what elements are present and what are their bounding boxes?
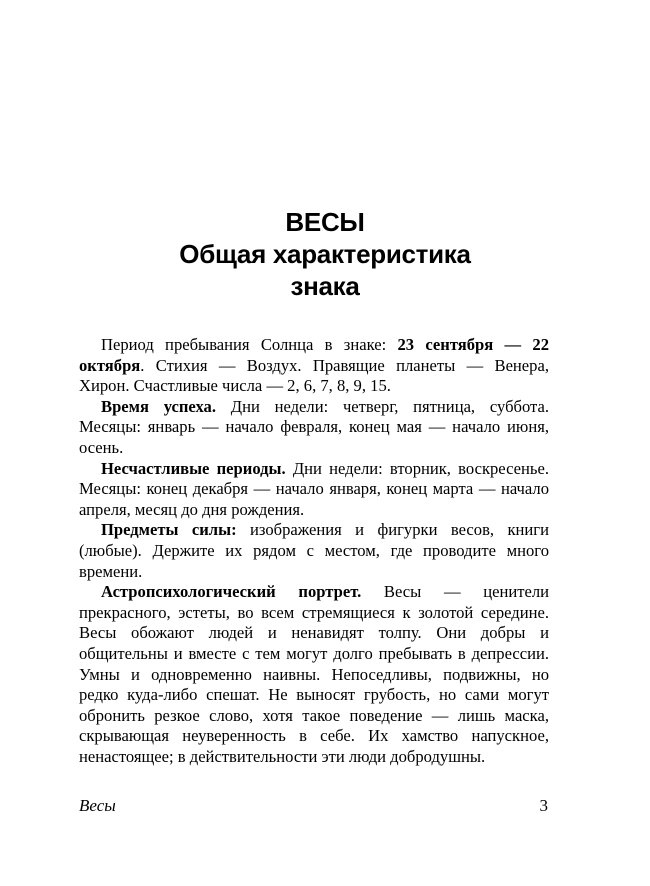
bold-text: Астропсихологический портрет. bbox=[101, 582, 362, 602]
bold-text: Время успеха. bbox=[101, 396, 216, 416]
bold-text: 23 сентября — 22 октября bbox=[79, 335, 549, 375]
paragraph bbox=[79, 397, 549, 459]
heading-line-2: Общая характеристика bbox=[179, 239, 471, 269]
heading-line-1: ВЕСЫ bbox=[285, 207, 365, 237]
bold-text: Несчастливые периоды. bbox=[101, 458, 286, 478]
paragraph bbox=[79, 582, 549, 767]
running-title: Весы bbox=[79, 796, 116, 815]
bold-text: Предметы силы: bbox=[101, 520, 237, 540]
paragraph bbox=[79, 335, 549, 397]
text-run: Дни недели: четверг, пятница, суббота. Месяцы: январь — начало февраля, конец мая — начало июня, осень. bbox=[79, 396, 550, 457]
text-run: . Стихия — Воздух. Правящие планеты — Венера, Хирон. Счастливые числа — 2, 6, 7, 8, 9, 15. bbox=[79, 355, 549, 396]
paragraph bbox=[79, 459, 549, 521]
page-number: 3 bbox=[539, 796, 548, 815]
text-run: изображения и фигурки весов, книги (любые). Держите их рядом с местом, где проводите много времени. bbox=[79, 520, 549, 581]
text-run: Период пребывания Солнца в знаке: bbox=[101, 335, 398, 354]
text-run: Дни недели: вторник, воскресенье. Месяцы: конец декабря — начало января, конец марта — начало апреля, месяц до дня рождения. bbox=[79, 458, 549, 519]
text-run: Весы — ценители прекрасного, эстеты, во всем стремящиеся к золотой середине. Весы обожают людей и ненавидят толпу. Они добры и общительны и вместе с тем могут долго пребывать в депрессии. Умны и одновременно наивны. Непоседливы, подвижны, но редко куда-либо спешат. Не выносят грубость, но сами могут обронить резкое слово, хотя такое поведение — лишь маска, скрывающая неуверенность в себе. Их хамство напускное, ненастоящее; в действительности эти люди добродушны. bbox=[79, 582, 549, 766]
heading-line-3: знака bbox=[290, 271, 360, 301]
chapter-heading bbox=[0, 206, 650, 302]
paragraph bbox=[79, 520, 549, 582]
body-text bbox=[79, 335, 549, 767]
